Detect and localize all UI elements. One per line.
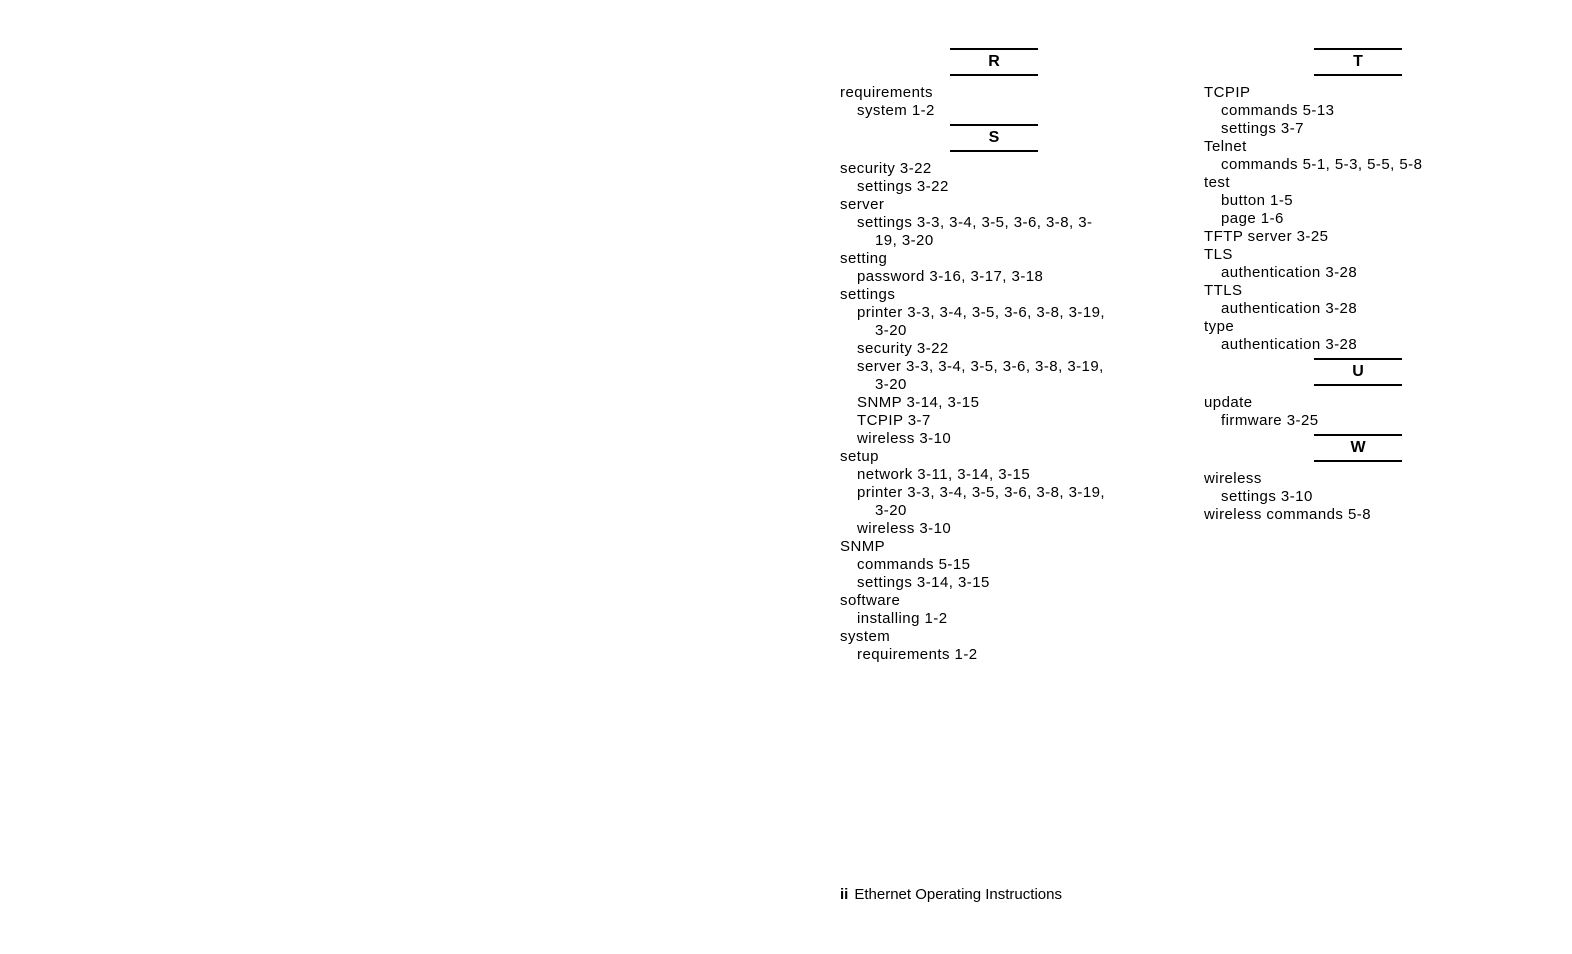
index-term: system xyxy=(840,628,891,645)
index-subterm xyxy=(840,574,1170,592)
index-subterm xyxy=(840,394,1170,412)
index-subterm xyxy=(1204,210,1534,228)
index-subterm xyxy=(840,484,1170,520)
index-subterm xyxy=(1204,336,1534,354)
section-letter-heading: U xyxy=(1314,358,1402,386)
subterm-continuation-line: 3-20 xyxy=(875,502,907,519)
index-subterm xyxy=(840,466,1170,484)
index-term: TCPIP xyxy=(1204,84,1251,101)
subterm-continuation-line: 3-20 xyxy=(875,376,907,393)
index-subterm xyxy=(840,268,1170,286)
subterm-line: commands 5-13 xyxy=(1221,102,1335,119)
subterm-line: security 3-22 xyxy=(857,340,949,357)
index-subterm xyxy=(840,340,1170,358)
index-subterm xyxy=(1204,102,1534,120)
index-term: update xyxy=(1204,394,1253,411)
index-term: wireless xyxy=(1204,470,1262,487)
subterm-line: settings 3-14, 3-15 xyxy=(857,574,990,591)
index-subterm xyxy=(1204,488,1534,506)
index-section-s xyxy=(840,124,1170,664)
index-term: wireless commands 5-8 xyxy=(1204,506,1372,523)
index-section-r xyxy=(840,48,1170,120)
index-term: settings xyxy=(840,286,896,303)
index-term: Telnet xyxy=(1204,138,1247,155)
document-title: Ethernet Operating Instructions xyxy=(854,886,1062,903)
index-column-left xyxy=(840,48,1170,664)
index-section-t xyxy=(1204,48,1534,354)
subterm-line: authentication 3-28 xyxy=(1221,336,1358,353)
index-subterm xyxy=(1204,300,1534,318)
subterm-line: authentication 3-28 xyxy=(1221,300,1358,317)
index-subterm xyxy=(840,646,1170,664)
index-term: setup xyxy=(840,448,879,465)
index-subterm xyxy=(840,610,1170,628)
page-footer xyxy=(840,886,1062,904)
subterm-line: wireless 3-10 xyxy=(857,430,952,447)
subterm-line: requirements 1-2 xyxy=(857,646,978,663)
subterm-line: system 1-2 xyxy=(857,102,935,119)
subterm-line: network 3-11, 3-14, 3-15 xyxy=(857,466,1031,483)
index-subterm xyxy=(1204,412,1534,430)
index-subterm xyxy=(840,178,1170,196)
subterm-line: printer 3-3, 3-4, 3-5, 3-6, 3-8, 3-19, xyxy=(857,484,1106,501)
index-term: TTLS xyxy=(1204,282,1243,299)
index-term: type xyxy=(1204,318,1235,335)
index-term: requirements xyxy=(840,84,933,101)
subterm-line: settings 3-7 xyxy=(1221,120,1304,137)
index-term: server xyxy=(840,196,885,213)
subterm-continuation-line: 19, 3-20 xyxy=(875,232,934,249)
index-subterm xyxy=(1204,192,1534,210)
index-subterm xyxy=(1204,264,1534,282)
subterm-line: password 3-16, 3-17, 3-18 xyxy=(857,268,1044,285)
index-term: setting xyxy=(840,250,888,267)
index-subterm xyxy=(840,214,1170,250)
index-term: TLS xyxy=(1204,246,1233,263)
subterm-continuation-line: 3-20 xyxy=(875,322,907,339)
section-letter-heading: S xyxy=(950,124,1038,152)
subterm-line: TCPIP 3-7 xyxy=(857,412,931,429)
index-subterm xyxy=(1204,156,1534,174)
subterm-line: settings 3-10 xyxy=(1221,488,1313,505)
subterm-line: wireless 3-10 xyxy=(857,520,952,537)
index-term: software xyxy=(840,592,901,609)
index-subterm xyxy=(840,520,1170,538)
index-term: SNMP xyxy=(840,538,886,555)
index-subterm xyxy=(840,412,1170,430)
subterm-line: settings 3-22 xyxy=(857,178,949,195)
section-letter-heading: T xyxy=(1314,48,1402,76)
index-subterm xyxy=(840,430,1170,448)
subterm-line: commands 5-15 xyxy=(857,556,971,573)
index-section-w xyxy=(1204,434,1534,524)
subterm-line: commands 5-1, 5-3, 5-5, 5-8 xyxy=(1221,156,1423,173)
page-number: ii xyxy=(840,886,849,903)
subterm-line: printer 3-3, 3-4, 3-5, 3-6, 3-8, 3-19, xyxy=(857,304,1106,321)
subterm-line: authentication 3-28 xyxy=(1221,264,1358,281)
subterm-line: button 1-5 xyxy=(1221,192,1294,209)
subterm-line: SNMP 3-14, 3-15 xyxy=(857,394,980,411)
index-subterm xyxy=(840,304,1170,340)
subterm-line: firmware 3-25 xyxy=(1221,412,1319,429)
index-term: TFTP server 3-25 xyxy=(1204,228,1329,245)
subterm-line: page 1-6 xyxy=(1221,210,1284,227)
subterm-line: server 3-3, 3-4, 3-5, 3-6, 3-8, 3-19, xyxy=(857,358,1104,375)
subterm-line: settings 3-3, 3-4, 3-5, 3-6, 3-8, 3- xyxy=(857,214,1093,231)
index-subterm xyxy=(840,556,1170,574)
index-term: security 3-22 xyxy=(840,160,932,177)
index-column-right xyxy=(1204,48,1534,524)
index-section-u xyxy=(1204,358,1534,430)
index-subterm xyxy=(840,358,1170,394)
section-letter-heading: W xyxy=(1314,434,1402,462)
index-subterm xyxy=(1204,120,1534,138)
section-letter-heading: R xyxy=(950,48,1038,76)
index-term: test xyxy=(1204,174,1230,191)
index-subterm xyxy=(840,102,1170,120)
subterm-line: installing 1-2 xyxy=(857,610,948,627)
